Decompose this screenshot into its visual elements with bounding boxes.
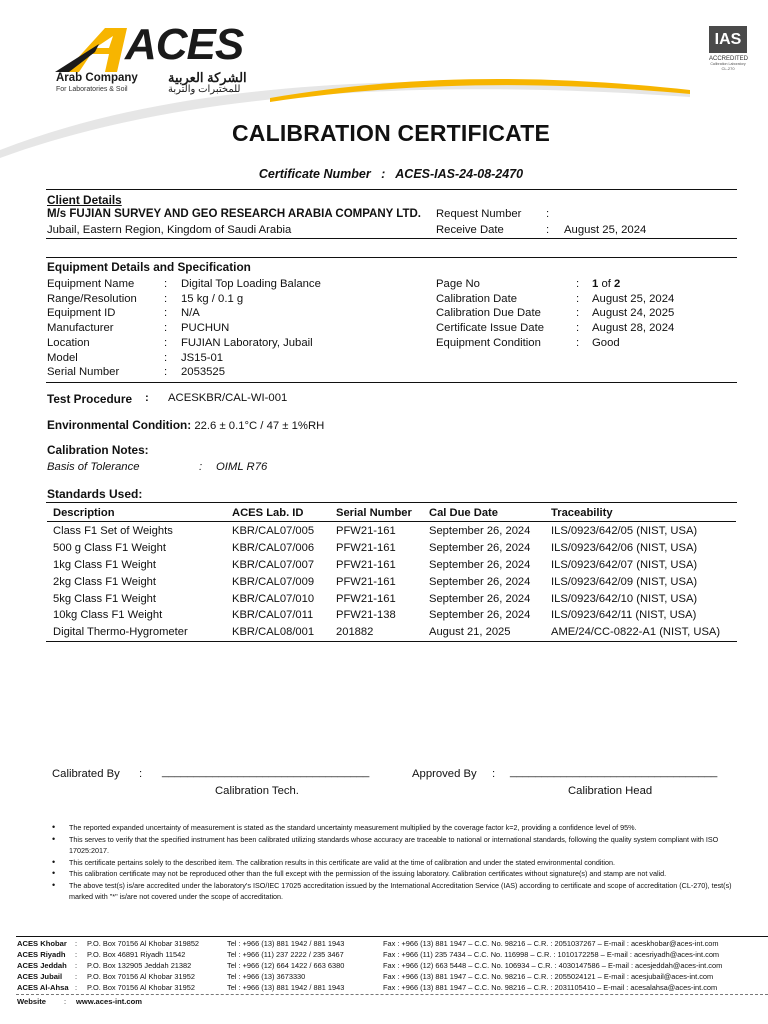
certificate-value: ACES-IAS-24-08-2470 — [395, 167, 524, 181]
cell-due-date: September 26, 2024 — [429, 575, 531, 588]
eq-right-sep: : — [576, 337, 580, 349]
request-label: Request Number — [436, 208, 522, 220]
office-tel: Tel : +966 (13) 881 1942 / 881 1943 — [227, 983, 345, 992]
cell-traceability: AME/24/CC-0822-A1 (NIST, USA) — [551, 626, 721, 639]
eq-label: Manufacturer — [47, 322, 114, 334]
cell-serial: 201882 — [336, 626, 374, 639]
standards-heading: Standards Used: — [47, 487, 143, 501]
page-number — [592, 278, 620, 290]
receive-sep: : — [546, 224, 550, 236]
basis-sep: : — [199, 461, 203, 473]
eq-value: 2053525 — [181, 366, 225, 378]
office-name: ACES Jeddah — [17, 961, 67, 970]
eq-label: Location — [47, 337, 90, 349]
divider — [46, 641, 737, 642]
eq-right-value: August 25, 2024 — [592, 293, 675, 305]
column-header: Traceability — [551, 506, 613, 519]
eq-sep: : — [164, 293, 168, 305]
approved-role: Calibration Head — [568, 785, 653, 797]
approved-signature-line: _________________________________ — [510, 766, 718, 778]
divider — [46, 382, 737, 383]
ias-logo — [709, 26, 747, 74]
cell-description: 5kg Class F1 Weight — [53, 592, 157, 605]
office-tel: Tel : +966 (11) 237 2222 / 235 3467 — [227, 950, 344, 959]
company-ar-line1: الشركة العربية — [168, 70, 247, 85]
cell-lab-id: KBR/CAL08/001 — [232, 626, 315, 639]
office-address: P.O. Box 70156 Al Khobar 31952 — [87, 983, 195, 992]
calibrated-by-label: Calibrated By — [52, 768, 120, 780]
office-fax: Fax : +966 (13) 881 1947 – C.C. No. 98216 – C.R. : 2055024121 – E-mail : acesjubail@aces-int.com — [383, 972, 714, 981]
column-header: Serial Number — [336, 506, 412, 519]
eq-sep: : — [164, 278, 168, 290]
table-row — [47, 624, 736, 641]
website-link[interactable]: www.aces-int.com — [76, 997, 142, 1006]
certificate-sep: : — [381, 167, 386, 181]
cell-lab-id: KBR/CAL07/011 — [232, 609, 314, 622]
table-row — [47, 607, 736, 624]
table-row — [47, 557, 736, 574]
eq-value: Digital Top Loading Balance — [181, 278, 321, 290]
eq-right-value: August 24, 2025 — [592, 307, 675, 319]
website-label: Website — [17, 997, 46, 1006]
office-name: ACES Riyadh — [17, 950, 66, 959]
eq-label: Model — [47, 352, 78, 364]
cell-traceability: ILS/0923/642/05 (NIST, USA) — [551, 525, 698, 538]
column-header: Cal Due Date — [429, 506, 499, 519]
logo-text: ACES — [125, 20, 244, 69]
eq-label: Range/Resolution — [47, 293, 137, 305]
header — [0, 0, 768, 112]
procedure-label: Test Procedure — [47, 392, 133, 406]
receive-value: August 25, 2024 — [564, 224, 647, 236]
cell-lab-id: KBR/CAL07/006 — [232, 542, 315, 555]
column-header: Description — [53, 506, 115, 519]
procedure-sep: : — [145, 392, 149, 404]
receive-label: Receive Date — [436, 224, 504, 236]
eq-right-label: Calibration Date — [436, 293, 518, 305]
office-sep: : — [75, 950, 78, 959]
client-address: Jubail, Eastern Region, Kingdom of Saudi Arabia — [47, 224, 292, 236]
cell-serial: PFW21-161 — [336, 542, 396, 555]
eq-value: 15 kg / 0.1 g — [181, 293, 244, 305]
approved-by-label: Approved By — [412, 768, 477, 780]
eq-sep: : — [164, 337, 168, 349]
office-fax: Fax : +966 (13) 881 1947 – C.C. No. 98216 – C.R. : 2031105410 – E-mail : acesalahsa@aces-int.com — [383, 983, 718, 992]
divider — [46, 257, 737, 258]
office-address: P.O. Box 46891 Riyadh 11542 — [87, 950, 186, 959]
office-fax: Fax : +966 (12) 663 5448 – C.C. No. 106934 – C.R. : 4030147586 – E-mail : acesjeddah@aces-int.com — [383, 961, 723, 970]
cell-description: 500 g Class F1 Weight — [53, 542, 166, 555]
office-tel: Tel : +966 (12) 664 1422 / 663 6380 — [227, 961, 345, 970]
page-sep: : — [576, 278, 580, 290]
disclaimer-item: • This serves to verify that the specified instrument has been calibrated utilizing standards whose accuracy are traceable to national or international standards, following the quality system compliant with ISO 17025:2017. — [52, 834, 737, 857]
eq-sep: : — [164, 366, 168, 378]
eq-value: PUCHUN — [181, 322, 230, 334]
cell-serial: PFW21-138 — [336, 609, 396, 622]
eq-sep: : — [164, 322, 168, 334]
eq-value: FUJIAN Laboratory, Jubail — [181, 337, 313, 349]
ias-accredited: ACCREDITED — [709, 56, 749, 62]
cell-serial: PFW21-161 — [336, 525, 396, 538]
cell-serial: PFW21-161 — [336, 592, 396, 605]
standards-table — [47, 504, 736, 641]
office-fax: Fax : +966 (13) 881 1947 – C.C. No. 98216 – C.R. : 2051037267 – E-mail : aceskhobar@aces-int.com — [383, 939, 719, 948]
eq-right-sep: : — [576, 322, 580, 334]
eq-value: JS15-01 — [181, 352, 224, 364]
eq-label: Serial Number — [47, 366, 120, 378]
page-label: Page No — [436, 278, 480, 290]
office-address: P.O. Box 132905 Jeddah 21382 — [87, 961, 192, 970]
cell-lab-id: KBR/CAL07/010 — [232, 592, 315, 605]
table-row — [47, 540, 736, 557]
column-header: ACES Lab. ID — [232, 506, 304, 519]
cell-lab-id: KBR/CAL07/005 — [232, 525, 315, 538]
equipment-heading: Equipment Details and Specification — [47, 260, 251, 274]
page-current: 1 — [592, 278, 599, 290]
cell-description: Digital Thermo-Hygrometer — [53, 626, 188, 639]
divider — [46, 189, 737, 190]
basis-label: Basis of Tolerance — [47, 461, 140, 473]
office-name: ACES Khobar — [17, 939, 67, 948]
disclaimer-item: • The reported expanded uncertainty of measurement is stated as the standard uncertainty measurement multiplied by the coverage factor k=2, providing a confidence level of 95%. — [52, 822, 737, 834]
certificate-label: Certificate Number — [258, 167, 371, 181]
environment-label: Environmental Condition: — [47, 418, 192, 432]
eq-sep: : — [164, 352, 168, 364]
disclaimer-list — [52, 822, 737, 903]
cell-due-date: September 26, 2024 — [429, 592, 531, 605]
eq-right-label: Certificate Issue Date — [436, 322, 544, 334]
website-sep: : — [64, 997, 67, 1006]
calibrated-sep: : — [139, 768, 143, 780]
office-name: ACES Jubail — [17, 972, 63, 981]
eq-sep: : — [164, 307, 168, 319]
procedure-value: ACESKBR/CAL-WI-001 — [168, 392, 288, 404]
cell-lab-id: KBR/CAL07/009 — [232, 575, 315, 588]
ias-logo-mark: IAS — [709, 26, 747, 53]
cell-traceability: ILS/0923/642/10 (NIST, USA) — [551, 592, 698, 605]
company-en-line2: For Laboratories & Soil — [56, 86, 128, 93]
cell-due-date: September 26, 2024 — [429, 525, 531, 538]
environment-value: 22.6 ± 0.1°C / 47 ± 1%RH — [194, 420, 325, 432]
ias-code: CL-270 — [721, 66, 735, 71]
page-of: of — [601, 278, 611, 290]
cell-traceability: ILS/0923/642/09 (NIST, USA) — [551, 575, 698, 588]
company-en-line1: Arab Company — [56, 72, 138, 84]
cell-traceability: ILS/0923/642/11 (NIST, USA) — [551, 609, 697, 622]
divider — [46, 238, 737, 239]
eq-right-sep: : — [576, 293, 580, 305]
office-address: P.O. Box 70156 Al Khobar 319852 — [87, 939, 200, 948]
cell-description: 2kg Class F1 Weight — [53, 575, 157, 588]
office-sep: : — [75, 983, 78, 992]
office-tel: Tel : +966 (13) 881 1942 / 881 1943 — [227, 939, 345, 948]
cell-lab-id: KBR/CAL07/007 — [232, 558, 315, 571]
page-title: CALIBRATION CERTIFICATE — [231, 120, 551, 146]
environment-row — [47, 418, 324, 432]
cell-serial: PFW21-161 — [336, 558, 396, 571]
client-heading: Client Details — [47, 193, 122, 207]
eq-right-value: Good — [592, 337, 620, 349]
table-row — [47, 523, 736, 540]
office-sep: : — [75, 972, 78, 981]
table-header-row — [47, 504, 736, 522]
cell-description: 10kg Class F1 Weight — [53, 609, 163, 622]
office-address: P.O. Box 70156 Al Khobar 31952 — [87, 972, 195, 981]
page-total: 2 — [614, 278, 621, 290]
eq-right-value: August 28, 2024 — [592, 322, 675, 334]
cell-traceability: ILS/0923/642/07 (NIST, USA) — [551, 558, 698, 571]
cell-due-date: September 26, 2024 — [429, 542, 531, 555]
eq-right-sep: : — [576, 307, 580, 319]
cell-traceability: ILS/0923/642/06 (NIST, USA) — [551, 542, 698, 555]
ias-sub: Calibration Laboratory — [710, 62, 746, 66]
table-row — [47, 573, 736, 590]
cell-serial: PFW21-161 — [336, 575, 396, 588]
office-sep: : — [75, 961, 78, 970]
approved-sep: : — [492, 768, 496, 780]
office-name: ACES Al-Ahsa — [17, 983, 69, 992]
calibrated-signature-line: _________________________________ — [162, 766, 370, 778]
calibrated-role: Calibration Tech. — [215, 785, 299, 797]
cell-due-date: September 26, 2024 — [429, 558, 531, 571]
eq-label: Equipment Name — [47, 278, 135, 290]
eq-right-label: Equipment Condition — [436, 337, 541, 349]
cell-due-date: August 21, 2025 — [429, 626, 511, 639]
cell-due-date: September 26, 2024 — [429, 609, 531, 622]
disclaimer-item: • This calibration certificate may not be reproduced other than the full except with the permission of the issuing laboratory. Calibration certificates without signature(s) and stamp are not valid. — [52, 868, 737, 880]
disclaimer-item: • The above test(s) is/are accredited under the laboratory's ISO/IEC 17025 accreditation issued by the International Accreditation Service (IAS) according to certificate and scope of accreditation (CL-270), test(s) marked with "*" is/are not covered under the scope of accreditation. — [52, 880, 737, 903]
certificate-number — [0, 167, 768, 181]
basis-value: OIML R76 — [216, 461, 268, 473]
notes-heading: Calibration Notes: — [47, 443, 149, 457]
company-ar-line2: للمختبرات والتربة — [168, 84, 241, 95]
request-sep: : — [546, 208, 550, 220]
eq-right-label: Calibration Due Date — [436, 307, 541, 319]
eq-value: N/A — [181, 307, 200, 319]
table-row — [47, 590, 736, 607]
office-sep: : — [75, 939, 78, 948]
office-tel: Tel : +966 (13) 3673330 — [227, 972, 306, 981]
client-name: M/s FUJIAN SURVEY AND GEO RESEARCH ARABIA COMPANY LTD. — [47, 208, 422, 220]
office-fax: Fax : +966 (11) 235 7434 – C.C. No. 116998 – C.R. : 1010172258 – E-mail : acesriyadh@aces-int.com — [383, 950, 720, 959]
disclaimer-item: • This certificate pertains solely to the described item. The calibration results in this certificate are valid at the time of calibration and under the stated environmental condition. — [52, 857, 737, 869]
cell-description: Class F1 Set of Weights — [53, 525, 173, 538]
divider — [16, 936, 768, 937]
eq-label: Equipment ID — [47, 307, 116, 319]
divider — [16, 994, 768, 995]
cell-description: 1kg Class F1 Weight — [53, 558, 157, 571]
